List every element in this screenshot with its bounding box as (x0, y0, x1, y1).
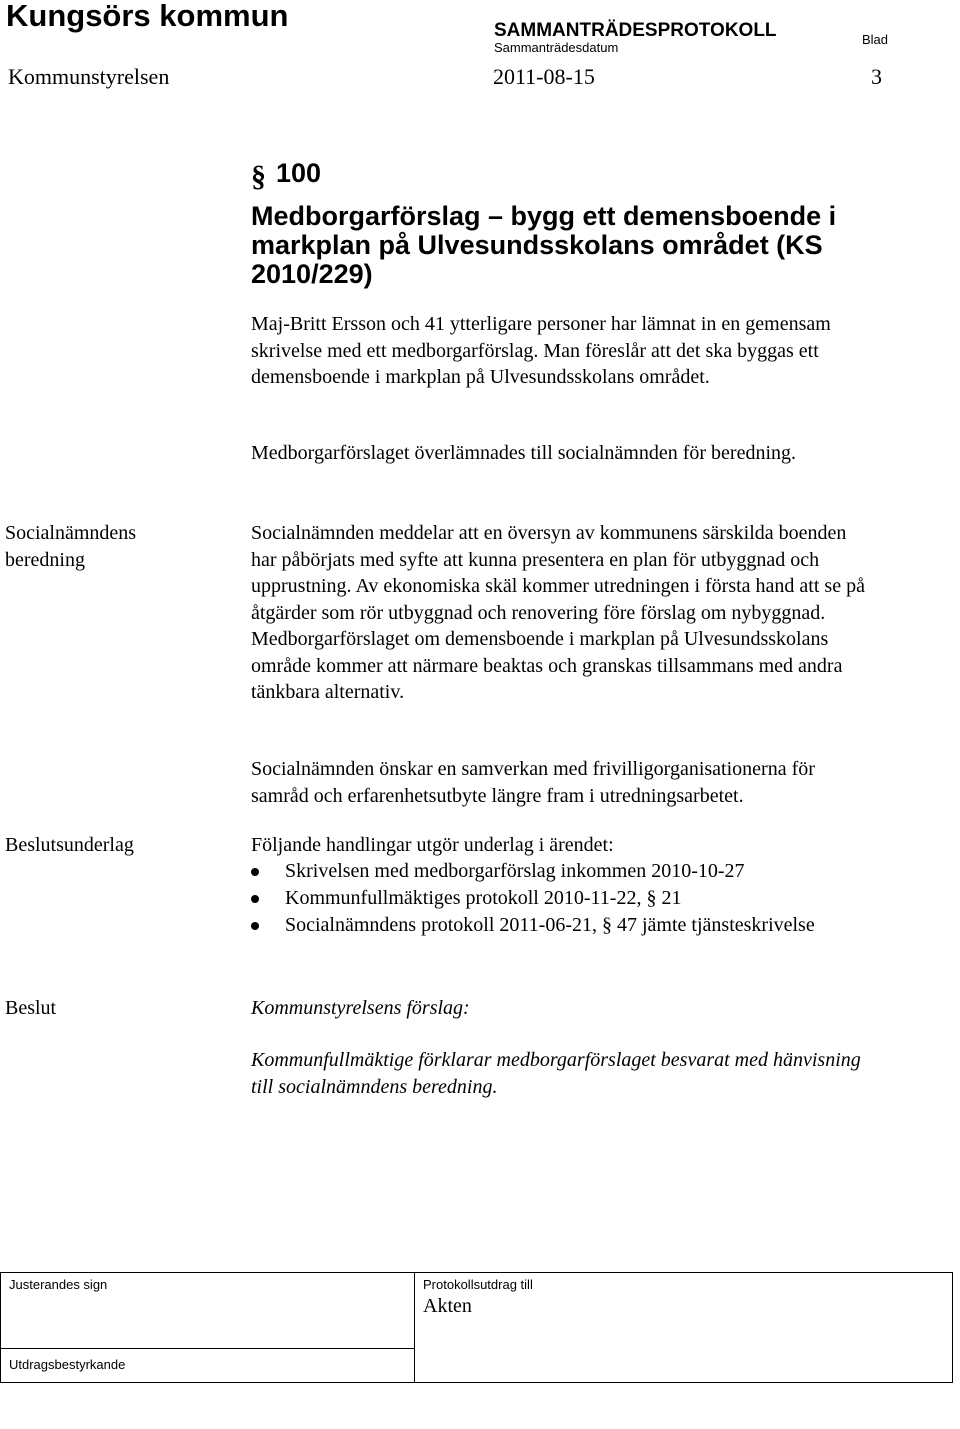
document-type: SAMMANTRÄDESPROTOKOLL (494, 20, 777, 41)
committee-name: Kommunstyrelsen (8, 64, 170, 89)
bullet-icon (251, 895, 259, 903)
section-number: 100 (276, 158, 322, 188)
bullet-icon (251, 868, 259, 876)
beslut-label: Beslut (5, 997, 57, 1019)
page-label: Blad (862, 32, 889, 47)
meeting-date: 2011-08-15 (493, 64, 595, 89)
list-item: Kommunfullmäktiges protokoll 2010-11-22, § 21 (251, 885, 891, 912)
intro-paragraph: Maj-Britt Ersson och 41 ytterligare personer har lämnat in en gemensam skrivelse med ett medborgarförslag. Man föreslår att det ska byggas ett demensboende i markplan på Ulvesundsskolans området. (251, 313, 831, 388)
section-title: Medborgarförslag – bygg ett demensboende i markplan på Ulvesundsskolans området (KS 2010/229) (251, 201, 837, 289)
protokollsutdrag-label: Protokollsutdrag till (423, 1277, 533, 1292)
protokollsutdrag-value: Akten (423, 1295, 472, 1317)
signature-table (0, 1272, 953, 1383)
utdragsbestyrkande-cell (1, 1349, 415, 1383)
socialnamnd-label: Socialnämndens beredning (5, 522, 137, 571)
date-label: Sammanträdesdatum (494, 40, 619, 55)
intro-paragraph: Medborgarförslaget överlämnades till socialnämnden för beredning. (251, 442, 797, 464)
justerandes-sign-label: Justerandes sign (9, 1277, 108, 1292)
beslut-heading: Kommunstyrelsens förslag: (251, 997, 470, 1019)
beslut-text: Kommunfullmäktige förklarar medborgarförslaget besvarat med hänvisning till socialnämndens beredning. (251, 1049, 861, 1098)
list-item: Skrivelsen med medborgarförslag inkommen 2010-10-27 (251, 858, 891, 885)
justerandes-sign-cell (1, 1273, 415, 1349)
section-symbol: § (251, 160, 266, 193)
protokollsutdrag-cell (415, 1273, 953, 1383)
socialnamnd-paragraph: Socialnämnden önskar en samverkan med frivilligorganisationerna för samråd och erfarenhetsutbyte längre fram i utredningsarbetet. (251, 758, 815, 807)
utdragsbestyrkande-label: Utdragsbestyrkande (9, 1357, 126, 1372)
socialnamnd-paragraph: Socialnämnden meddelar att en översyn av kommunens särskilda boenden har påbörjats med syfte att kunna presentera en plan för utbyggnad och upprustning. Av ekonomiska skäl kommer utredningen i första hand att se på åtgärder som rör utbyggnad och renovering före förslag om nybyggnad. Medborgarförslaget om demensboende i markplan på Ulvesundsskolans område kommer att närmare beaktas och granskas tillsammans med andra tänkbara alternativ. (251, 522, 865, 703)
bullet-icon (251, 922, 259, 930)
beslutsunderlag-label: Beslutsunderlag (5, 834, 134, 856)
list-item: Socialnämndens protokoll 2011-06-21, § 47 jämte tjänsteskrivelse (251, 912, 845, 939)
page-number: 3 (871, 64, 882, 89)
beslutsunderlag-intro: Följande handlingar utgör underlag i ärendet: (251, 834, 614, 856)
beslutsunderlag-list (251, 858, 891, 939)
organization-name: Kungsörs kommun (6, 0, 289, 33)
